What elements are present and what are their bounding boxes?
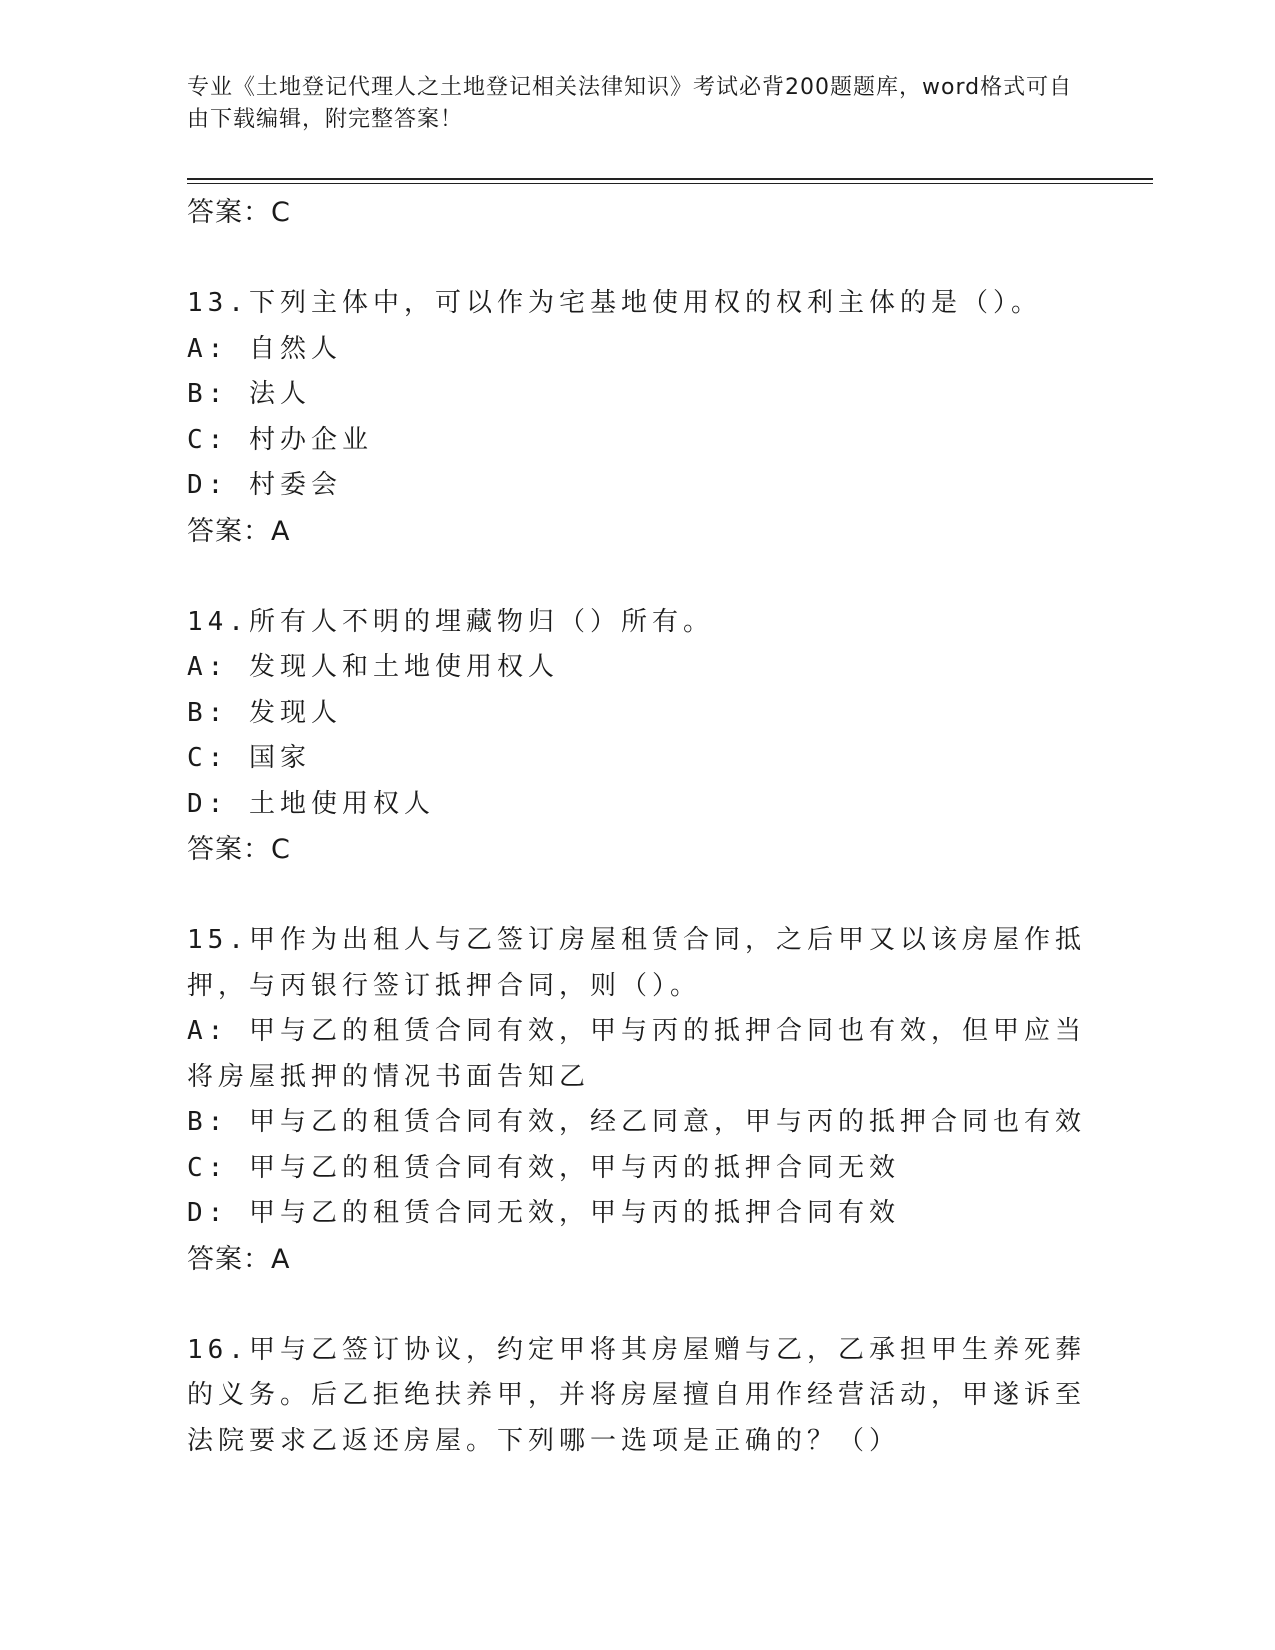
header-rule-thin: [187, 183, 1153, 184]
option-c: C: 国家: [187, 743, 311, 773]
option-b: B: 发现人: [187, 697, 342, 728]
answer-label: 答案：C: [187, 834, 291, 865]
option-c: C: 甲与乙的租赁合同有效，甲与丙的抵押合同无效: [187, 1152, 900, 1183]
option-a: A: 甲与乙的租赁合同有效，甲与丙的抵押合同也有效，但甲应当将房屋抵押的情况书面告知乙: [187, 1016, 1086, 1092]
option-d: D: 村委会: [187, 470, 342, 500]
question-text: 16.甲与乙签订协议，约定甲将其房屋赠与乙，乙承担甲生养死葬的义务。后乙拒绝扶养甲，并将房屋擅自用作经营活动，甲遂诉至法院要求乙返还房屋。下列哪一选项是正确的？（）: [187, 1334, 1087, 1456]
answer-label: 答案：A: [187, 515, 291, 547]
question-item: [187, 918, 1087, 1328]
option-a: A: 自然人: [187, 333, 342, 364]
question-list: [187, 190, 1087, 1464]
question-item: [187, 600, 1087, 919]
option-a: A: 发现人和土地使用权人: [187, 652, 559, 682]
question-text: 14.所有人不明的埋藏物归（）所有。: [187, 606, 714, 637]
question-item: [187, 1328, 1087, 1465]
option-d: D: 甲与乙的租赁合同无效，甲与丙的抵押合同有效: [187, 1198, 900, 1228]
answer-label: 答案：C: [187, 197, 291, 228]
answer-label: 答案：A: [187, 1243, 291, 1275]
option-d: D: 土地使用权人: [187, 788, 435, 819]
option-b: B: 甲与乙的租赁合同有效，经乙同意，甲与丙的抵押合同也有效: [187, 1107, 1086, 1137]
option-b: B: 法人: [187, 379, 311, 409]
option-c: C: 村办企业: [187, 424, 373, 455]
question-text: 15.甲作为出租人与乙签订房屋租赁合同，之后甲又以该房屋作抵押，与丙银行签订抵押合同，则（）。: [187, 925, 1086, 1001]
question-text: 13.下列主体中，可以作为宅基地使用权的权利主体的是（）。: [187, 288, 1042, 318]
header-rule-thick: [187, 178, 1153, 180]
question-item: [187, 281, 1087, 600]
document-header: 专业《土地登记代理人之土地登记相关法律知识》考试必背200题题库，word格式可自由下载编辑，附完整答案！: [187, 75, 1073, 132]
